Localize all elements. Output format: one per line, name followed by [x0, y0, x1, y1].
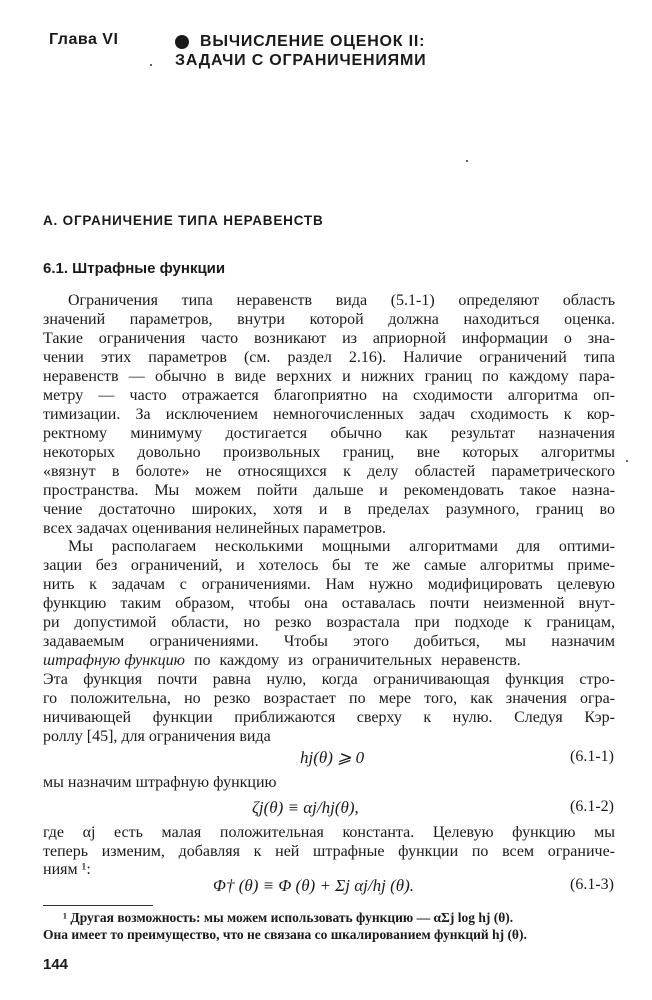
text-line: зации без ограничений, и хотелось бы те же самые алгоритмы приме- — [43, 557, 615, 574]
italic-term: штрафную функцию — [43, 652, 185, 669]
footnote-line: ¹ Другая возможность: мы можем использовать функцию — αΣj log hj (θ). — [63, 910, 514, 925]
bullet-icon — [175, 35, 189, 49]
scan-speck — [466, 160, 468, 162]
scan-speck — [626, 460, 628, 462]
section-heading: А. ОГРАНИЧЕНИЕ ТИПА НЕРАВЕНСТВ — [43, 213, 324, 228]
text-line: «вязнут в болоте» не относящихся к делу областей параметрического — [43, 463, 615, 480]
text-line: ректному минимуму достигается обычно как результат назначения — [43, 425, 615, 442]
equation-3: Φ† (θ) ≡ Φ (θ) + Σj αj/hj (θ). — [213, 876, 415, 895]
page-number: 144 — [43, 956, 69, 973]
text-line: мы назначим штрафную функцию — [43, 774, 277, 791]
text-line: где αj есть малая положительная константа. Целевую функцию мы — [43, 824, 615, 841]
text-line: Мы располагаем несколькими мощными алгоритмами для оптими- — [68, 538, 615, 555]
footnote-line: Она имеет то преимущество, что не связана со шкалированием функций hj (θ). — [43, 927, 527, 942]
equation-3-number: (6.1-3) — [570, 876, 614, 893]
equation-2-number: (6.1-2) — [570, 798, 614, 815]
text-line: тимизации. За исключением немногочисленных задач сходимость к кор- — [43, 406, 615, 423]
chapter-title-line2: ЗАДАЧИ С ОГРАНИЧЕНИЯМИ — [175, 52, 427, 69]
text-line: неравенств — обычно в виде верхних и нижних границ по каждому пара- — [43, 368, 615, 385]
text-line: Эта функция почти равна нулю, когда ограничивающая функция стро- — [43, 671, 615, 688]
text-line: всех задачах оценивания нелинейных параметров. — [43, 520, 387, 537]
text-line: нить к задачам с ограничениями. Нам нужно модифицировать целевую — [43, 576, 615, 593]
text-line: чении этих параметров (см. раздел 2.16). Наличие ограничений типа — [43, 349, 615, 366]
equation-2: ζj(θ) ≡ αj/hj(θ), — [252, 798, 359, 817]
chapter-label: Глава VI — [49, 31, 119, 48]
equation-1: hj(θ) ⩾ 0 — [300, 748, 365, 767]
text-line: Ограничения типа неравенств вида (5.1-1) определяют область — [68, 292, 615, 309]
text-line: задаваемым ограничениями. Чтобы этого добиться, мы назначим — [43, 633, 615, 650]
text-line: пространства. Мы можем пойти дальше и рекомендовать такое назна- — [43, 482, 615, 499]
chapter-title-line1: ВЫЧИСЛЕНИЕ ОЦЕНОК II: — [200, 33, 426, 50]
scan-speck — [150, 64, 152, 66]
text-line: метру — часто отражается благоприятно на сходимости алгоритма оп- — [43, 387, 615, 404]
text-line: Такие ограничения часто возникают из априорной информации о зна- — [43, 330, 615, 347]
text-line: теперь изменим, добавляя к ней штрафные функции по всем ограниче- — [43, 843, 615, 860]
text-line: ниям ¹: — [43, 861, 91, 878]
text-line: некоторых довольно произвольных границ, вне которых алгоритмы — [43, 444, 615, 461]
subsection-heading: 6.1. Штрафные функции — [43, 260, 226, 277]
text-line: значений параметров, внутри которой должна находиться оценка. — [43, 311, 615, 328]
footnote-rule — [43, 905, 153, 906]
text-line: чение достаточно широких, хотя и в пределах разумного, границ во — [43, 501, 615, 518]
text-line — [43, 651, 615, 670]
equation-1-number: (6.1-1) — [570, 748, 614, 765]
text-line: функцию таким образом, чтобы она оставалась почти неизменной внут- — [43, 595, 615, 612]
text-line: ри допустимой области, но резко возрастала при подходе к границам, — [43, 614, 615, 631]
text-span: по каждому из ограничительных неравенств. — [184, 652, 521, 669]
text-line: го положительна, но резко возрастает по мере того, как значения огра- — [43, 690, 615, 707]
text-line: роллу [45], для ограничения вида — [43, 728, 271, 745]
text-line: ничивающей функции приближаются сверху к нулю. Следуя Кэр- — [43, 709, 615, 726]
